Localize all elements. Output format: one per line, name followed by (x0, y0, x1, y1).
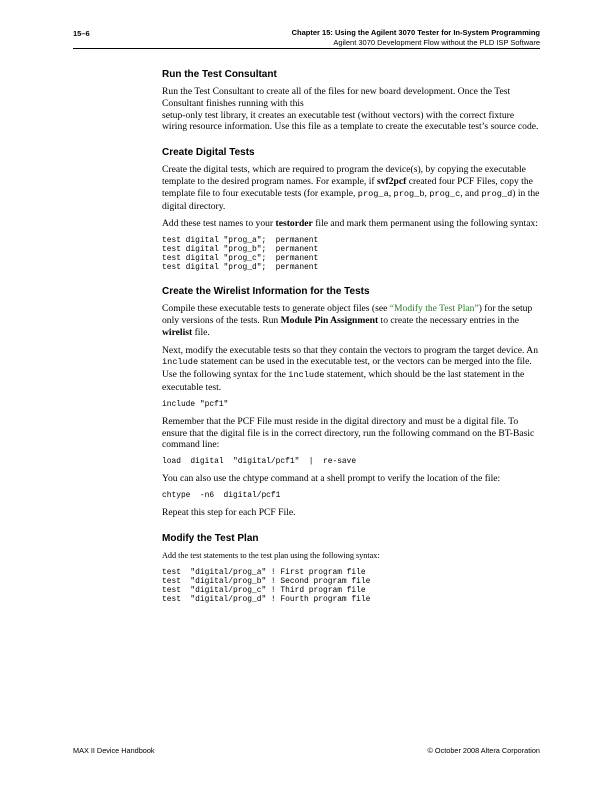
xref-modify-test-plan-link[interactable]: “Modify the Test Plan” (389, 303, 479, 315)
code-line-chtype: chtype -n6 digital/pcf1 (162, 490, 281, 500)
paragraph: Repeat this step for each PCF File. (162, 506, 296, 518)
section-modify-test-plan (162, 532, 540, 604)
main-content (162, 68, 540, 611)
paragraph: Add the test statements to the test plan using the following syntax: (162, 550, 380, 560)
heading-modify-test-plan: Modify the Test Plan (162, 532, 259, 544)
code-block: test digital "prog_a"; permanent test digital "prog_b"; permanent test digital "prog_c"; permanent test digital "prog_d"; permanent (162, 236, 319, 273)
code-line-load: load digital "digital/pcf1" | re-save (162, 457, 357, 467)
footer-book-title: MAX II Device Handbook (73, 746, 155, 755)
section-title: Agilent 3070 Development Flow without the PLD ISP Software (333, 38, 540, 47)
heading-create-digital-tests: Create Digital Tests (162, 147, 255, 159)
footer-copyright: © October 2008 Altera Corporation (427, 746, 540, 755)
code-line-include: include "pcf1" (162, 399, 229, 409)
paragraph: Add these test names to your testorder file and mark them permanent using the following syntax: (162, 218, 538, 230)
paragraph: Run the Test Consultant to create all of the files for new board development. Once the Test Consultant finishes running with this setup-only test library, it creates an executable test (without vectors) with the correct fixture wiring resource information. Use this file as a template to create the executable test’s source code. (162, 86, 539, 133)
page-number: 15–6 (73, 29, 90, 38)
paragraph: Next, modify the executable tests so that they contain the vectors to program the target device. An include statement can be used in the executable test, or the vectors can be merged into the file. Use the following syntax for the include statement, which should be the last statement in the executable test. (162, 344, 538, 393)
heading-run-test-consultant: Run the Test Consultant (162, 69, 277, 80)
section-run-test-consultant (162, 68, 540, 133)
chapter-title: Chapter 15: Using the Agilent 3070 Tester for In-System Programming (291, 28, 540, 37)
header-rule (73, 48, 540, 49)
section-create-digital-tests (162, 146, 540, 272)
paragraph: You can also use the chtype command at a shell prompt to verify the location of the file: (162, 473, 501, 485)
paragraph: Compile these executable tests to generate object files (see “Modify the Test Plan”) for the setup only versions of the tests. Run Module Pin Assignment to create the necessary entries in the wirelist file. (162, 303, 533, 338)
running-header (292, 28, 540, 48)
section-create-wirelist (162, 285, 540, 519)
code-block: test "digital/prog_a" ! First program file test "digital/prog_b" ! Second program file test "digital/prog_c" ! Third program file test "digital/prog_d" ! Fourth program file (162, 567, 371, 604)
paragraph: Remember that the PCF File must reside in the digital directory and must be a digital file. To ensure that the digital file is in the correct directory, run the following command on the BT-Basic command line: (162, 415, 535, 451)
heading-create-wirelist: Create the Wirelist Information for the Tests (162, 286, 370, 298)
paragraph: Create the digital tests, which are required to program the device(s), by copying the executable template to the desired program names. For example, if svf2pcf created four PCF Files, copy the template file to four executable tests (for example, prog_a, prog_b, prog_c, and prog_d) in the digital directory. (162, 164, 540, 212)
